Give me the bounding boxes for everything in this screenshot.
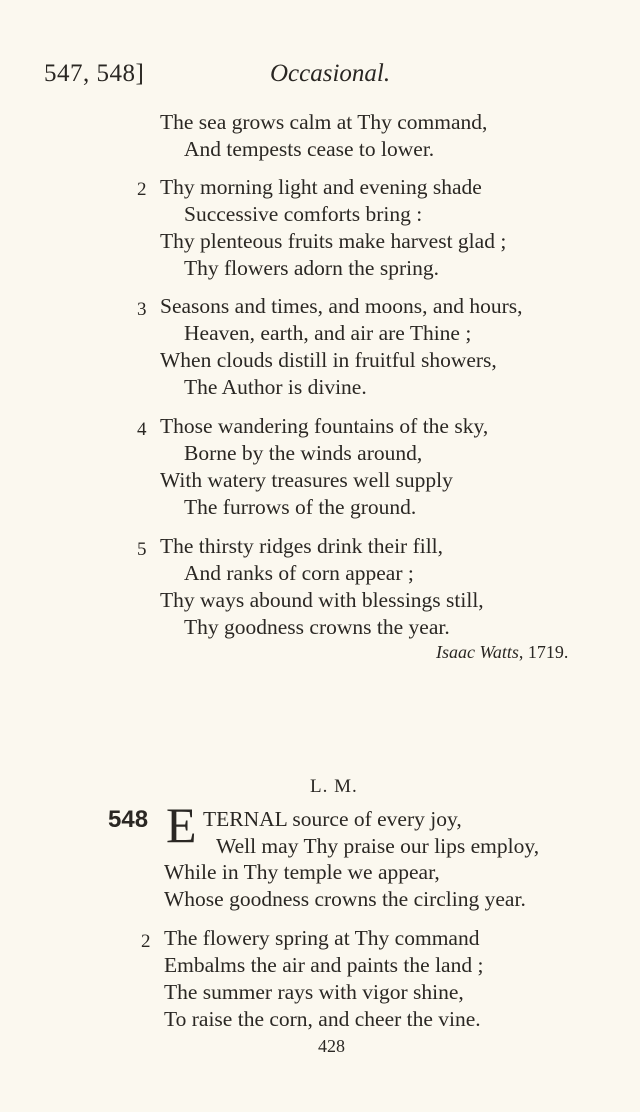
- stanza-number: 2: [141, 931, 151, 952]
- stanza-number: 3: [137, 299, 147, 320]
- verse-line: TERNAL source of every joy,: [203, 807, 462, 831]
- author-year: , 1719.: [518, 642, 569, 662]
- verse-line: The flowery spring at Thy command: [164, 926, 480, 950]
- stanza-number: 4: [137, 419, 147, 440]
- verse-line: While in Thy temple we appear,: [164, 860, 440, 884]
- verse-line: The furrows of the ground.: [184, 495, 417, 519]
- verse-line: Embalms the air and paints the land ;: [164, 953, 484, 977]
- meter-label: L. M.: [310, 776, 358, 797]
- drop-cap: E: [166, 797, 197, 853]
- verse-line: The sea grows calm at Thy command,: [160, 110, 488, 134]
- author-name: Isaac Watts: [436, 642, 519, 662]
- verse-line: Seasons and times, and moons, and hours,: [160, 294, 523, 318]
- hymn-number: 548: [108, 806, 149, 833]
- author-attribution: [436, 642, 568, 663]
- verse-line: The Author is divine.: [184, 375, 367, 399]
- verse-line: Well may Thy praise our lips employ,: [216, 834, 540, 858]
- stanza-number: 5: [137, 539, 147, 560]
- hymn-numbers-header: 547, 548]: [44, 60, 145, 87]
- verse-line: With watery treasures well supply: [160, 468, 453, 492]
- verse-line: Heaven, earth, and air are Thine ;: [184, 321, 472, 345]
- verse-line: Thy flowers adorn the spring.: [184, 256, 439, 280]
- verse-line: Successive comforts bring :: [184, 202, 423, 226]
- verse-line: Whose goodness crowns the circling year.: [164, 887, 526, 911]
- verse-line: And ranks of corn appear ;: [184, 561, 414, 585]
- verse-line: And tempests cease to lower.: [184, 137, 435, 161]
- verse-line: Thy plenteous fruits make harvest glad ;: [160, 229, 507, 253]
- verse-line: To raise the corn, and cheer the vine.: [164, 1007, 481, 1031]
- verse-line: Thy morning light and evening shade: [160, 175, 482, 199]
- page-number: 428: [318, 1036, 345, 1056]
- stanza-number: 2: [137, 179, 147, 200]
- verse-line: Borne by the winds around,: [184, 441, 423, 465]
- verse-line: When clouds distill in fruitful showers,: [160, 348, 497, 372]
- verse-line: Those wandering fountains of the sky,: [160, 414, 489, 438]
- verse-line: The summer rays with vigor shine,: [164, 980, 464, 1004]
- verse-line: Thy ways abound with blessings still,: [160, 588, 484, 612]
- section-title: Occasional.: [270, 60, 391, 87]
- verse-line: Thy goodness crowns the year.: [184, 615, 450, 639]
- verse-line: The thirsty ridges drink their fill,: [160, 534, 444, 558]
